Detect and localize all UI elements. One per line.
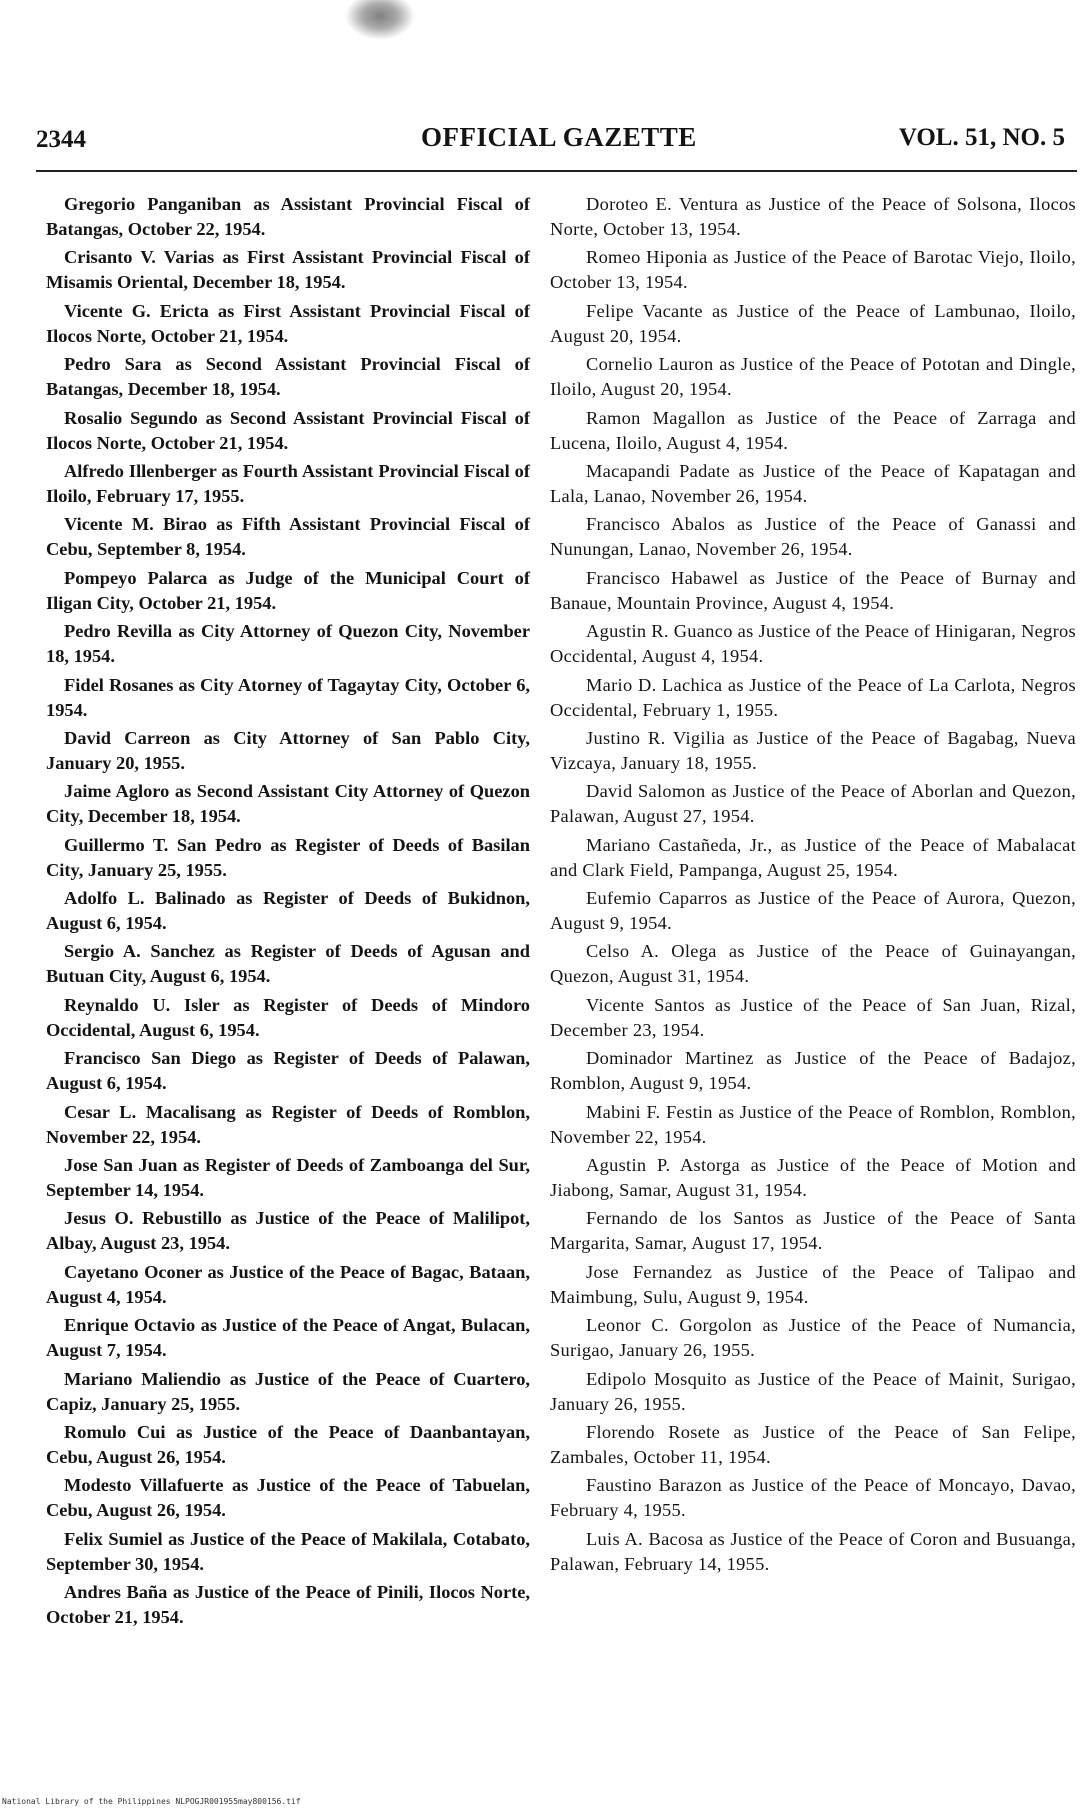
appointment-entry: Doroteo E. Ventura as Justice of the Peace of Solsona, Ilocos Norte, October 13, 1954. — [550, 194, 1076, 239]
appointment-entry: Jesus O. Rebustillo as Justice of the Peace of Malilipot, Albay, August 23, 1954. — [46, 1208, 530, 1254]
appointment-entry: Jaime Agloro as Second Assistant City Attorney of Quezon City, December 18, 1954. — [46, 781, 530, 827]
scan-footer: National Library of the Philippines NLPOGJR001955may800156.tif — [2, 1797, 301, 1806]
appointment-entry: Crisanto V. Varias as First Assistant Provincial Fiscal of Misamis Oriental, December 18, 1954. — [46, 247, 530, 293]
appointment-entry: Felix Sumiel as Justice of the Peace of Makilala, Cotabato, September 30, 1954. — [46, 1528, 530, 1574]
appointment-entry: Francisco San Diego as Register of Deeds of Palawan, August 6, 1954. — [46, 1048, 530, 1094]
appointment-entry: Vicente Santos as Justice of the Peace of San Juan, Rizal, December 23, 1954. — [550, 994, 1076, 1040]
appointment-entry: Cesar L. Macalisang as Register of Deeds of Romblon, November 22, 1954. — [46, 1101, 530, 1147]
appointment-entry: Rosalio Segundo as Second Assistant Provincial Fiscal of Ilocos Norte, October 21, 1954. — [46, 407, 530, 453]
appointment-entry: David Carreon as City Attorney of San Pablo City, January 20, 1955. — [46, 727, 530, 773]
appointment-entry: Andres Baña as Justice of the Peace of Pinili, Ilocos Norte, October 21, 1954. — [46, 1582, 530, 1628]
appointment-entry: Leonor C. Gorgolon as Justice of the Peace of Numancia, Surigao, January 26, 1955. — [550, 1315, 1076, 1361]
left-column — [46, 192, 530, 1634]
appointment-entry: Sergio A. Sanchez as Register of Deeds of Agusan and Butuan City, August 6, 1954. — [46, 941, 530, 987]
appointment-entry: Celso A. Olega as Justice of the Peace of Guinayangan, Quezon, August 31, 1954. — [550, 941, 1076, 987]
appointment-entry: David Salomon as Justice of the Peace of Aborlan and Quezon, Palawan, August 27, 1954. — [550, 781, 1076, 827]
appointment-entry: Fernando de los Santos as Justice of the Peace of Santa Margarita, Samar, August 17, 1954. — [550, 1208, 1076, 1254]
scan-smudge — [345, 0, 415, 40]
page-header — [36, 122, 1077, 162]
appointment-entry: Justino R. Vigilia as Justice of the Peace of Bagabag, Nueva Vizcaya, January 18, 1955. — [550, 727, 1076, 773]
appointment-entry: Cayetano Oconer as Justice of the Peace of Bagac, Bataan, August 4, 1954. — [46, 1261, 530, 1307]
appointment-entry: Guillermo T. San Pedro as Register of Deeds of Basilan City, January 25, 1955. — [46, 834, 530, 880]
appointment-entry: Francisco Abalos as Justice of the Peace of Ganassi and Nunungan, Lanao, November 26, 1954. — [550, 514, 1076, 560]
header-rule — [36, 170, 1077, 172]
page-number: 2344 — [36, 126, 86, 153]
right-column — [550, 192, 1076, 1580]
appointment-entry: Reynaldo U. Isler as Register of Deeds of Mindoro Occidental, August 6, 1954. — [46, 994, 530, 1040]
appointment-entry: Ramon Magallon as Justice of the Peace of Zarraga and Lucena, Iloilo, August 4, 1954. — [550, 407, 1076, 453]
publication-title: OFFICIAL GAZETTE — [421, 122, 697, 152]
appointment-entry: Modesto Villafuerte as Justice of the Peace of Tabuelan, Cebu, August 26, 1954. — [46, 1475, 530, 1521]
appointment-entry: Francisco Habawel as Justice of the Peace of Burnay and Banaue, Mountain Province, August 4, 1954. — [550, 567, 1076, 613]
appointment-entry: Mariano Maliendio as Justice of the Peace of Cuartero, Capiz, January 25, 1955. — [46, 1368, 530, 1414]
appointment-entry: Luis A. Bacosa as Justice of the Peace of Coron and Busuanga, Palawan, February 14, 1955. — [550, 1528, 1076, 1574]
appointment-entry: Mariano Castañeda, Jr., as Justice of the Peace of Mabalacat and Clark Field, Pampanga, August 25, 1954. — [550, 834, 1076, 880]
appointment-entry: Faustino Barazon as Justice of the Peace of Moncayo, Davao, February 4, 1955. — [550, 1475, 1076, 1521]
appointment-entry: Alfredo Illenberger as Fourth Assistant Provincial Fiscal of Iloilo, February 17, 1955. — [46, 460, 530, 506]
appointment-entry: Vicente G. Ericta as First Assistant Provincial Fiscal of Ilocos Norte, October 21, 1954. — [46, 300, 530, 346]
appointment-entry: Mabini F. Festin as Justice of the Peace of Romblon, Romblon, November 22, 1954. — [550, 1101, 1076, 1147]
appointment-entry: Romulo Cui as Justice of the Peace of Daanbantayan, Cebu, August 26, 1954. — [46, 1421, 530, 1467]
appointment-entry: Vicente M. Birao as Fifth Assistant Provincial Fiscal of Cebu, September 8, 1954. — [46, 514, 530, 560]
appointment-entry: Agustin P. Astorga as Justice of the Peace of Motion and Jiabong, Samar, August 31, 1954. — [550, 1155, 1076, 1201]
appointment-entry: Agustin R. Guanco as Justice of the Peace of Hinigaran, Negros Occidental, August 4, 1954. — [550, 621, 1076, 667]
appointment-entry: Edipolo Mosquito as Justice of the Peace of Mainit, Surigao, January 26, 1955. — [550, 1368, 1076, 1414]
appointment-entry: Pedro Revilla as City Attorney of Quezon City, November 18, 1954. — [46, 621, 530, 667]
appointment-entry: Felipe Vacante as Justice of the Peace of Lambunao, Iloilo, August 20, 1954. — [550, 300, 1076, 346]
volume-number: VOL. 51, NO. 5 — [898, 124, 1065, 151]
appointment-entry: Pedro Sara as Second Assistant Provincial Fiscal of Batangas, December 18, 1954. — [46, 354, 530, 400]
appointment-entry: Gregorio Panganiban as Assistant Provincial Fiscal of Batangas, October 22, 1954. — [46, 194, 530, 239]
appointment-entry: Florendo Rosete as Justice of the Peace of San Felipe, Zambales, October 11, 1954. — [550, 1421, 1076, 1467]
appointment-entry: Dominador Martinez as Justice of the Peace of Badajoz, Romblon, August 9, 1954. — [550, 1048, 1076, 1094]
appointment-entry: Jose San Juan as Register of Deeds of Zamboanga del Sur, September 14, 1954. — [46, 1155, 530, 1201]
appointment-entry: Enrique Octavio as Justice of the Peace of Angat, Bulacan, August 7, 1954. — [46, 1315, 530, 1361]
appointment-entry: Cornelio Lauron as Justice of the Peace of Pototan and Dingle, Iloilo, August 20, 1954. — [550, 354, 1076, 400]
appointment-entry: Pompeyo Palarca as Judge of the Municipal Court of Iligan City, October 21, 1954. — [46, 567, 530, 613]
appointment-entry: Eufemio Caparros as Justice of the Peace of Aurora, Quezon, August 9, 1954. — [550, 888, 1076, 934]
appointment-entry: Mario D. Lachica as Justice of the Peace of La Carlota, Negros Occidental, February 1, 1955. — [550, 674, 1076, 720]
appointment-entry: Macapandi Padate as Justice of the Peace of Kapatagan and Lala, Lanao, November 26, 1954. — [550, 460, 1076, 506]
appointment-entry: Romeo Hiponia as Justice of the Peace of Barotac Viejo, Iloilo, October 13, 1954. — [550, 247, 1076, 293]
appointment-entry: Fidel Rosanes as City Atorney of Tagaytay City, October 6, 1954. — [46, 674, 530, 720]
appointment-entry: Adolfo L. Balinado as Register of Deeds of Bukidnon, August 6, 1954. — [46, 888, 530, 934]
appointment-entry: Jose Fernandez as Justice of the Peace of Talipao and Maimbung, Sulu, August 9, 1954. — [550, 1261, 1076, 1307]
